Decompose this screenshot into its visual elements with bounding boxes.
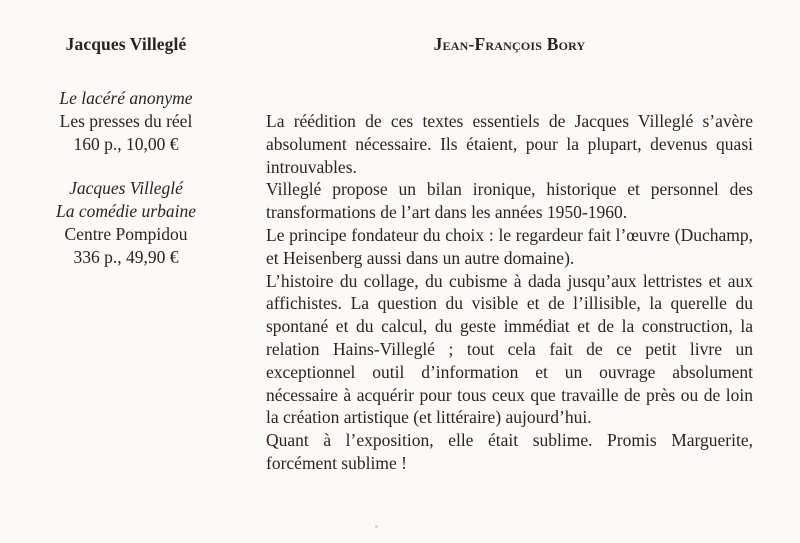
book-entry-comedie-urbaine [20,177,232,269]
review-paragraph: Quant à l’exposition, elle était sublime. Promis Marguerite, forcément sublime ! [266,430,753,473]
book-entry-lacere-anonyme [20,87,232,156]
page-speck [375,525,378,528]
book-title-line-1: Jacques Villeglé [69,178,183,198]
review-paragraph: Le principe fondateur du choix : le regardeur fait l’œuvre (Duchamp, et Heisenberg aussi dans un autre domaine). [266,224,753,268]
book-info-column [20,32,232,269]
review-paragraph: L’histoire du collage, du cubisme à dada jusqu’aux lettristes et aux affichistes. La question du visible et de l’illisible, la querelle du spontané et du calcul, du geste immédiat et de la construction, la relation Hains-Villeglé ; tout cela fait de ce petit livre un exceptionnel outil d’information et un ouvrage absolument nécessaire à acquérir pour tous ceux que travaille de près ou de loin la création artistique (et littéraire) aujourd’hui. [266,270,753,428]
book-title: Le lacéré anonyme [59,88,193,108]
book-title-line-2: La comédie urbaine [56,201,196,221]
book-publisher: Centre Pompidou [64,224,188,244]
review-text [266,110,753,475]
review-paragraph: La réédition de ces textes essentiels de Jacques Villeglé s’avère absolument nécessaire. Ils étaient, pour la plupart, devenus quasi introuvables. [266,111,753,177]
review-paragraph: Villeglé propose un bilan ironique, historique et personnel des transformations de l’art dans les années 1950-1960. [266,179,753,223]
reviewer-heading: Jean-François Bory [433,34,586,54]
author-heading: Jacques Villeglé [65,34,187,54]
review-column [266,32,753,475]
book-details: 336 p., 49,90 € [73,247,179,267]
book-details: 160 p., 10,00 € [73,134,179,154]
book-publisher: Les presses du réel [59,111,193,131]
